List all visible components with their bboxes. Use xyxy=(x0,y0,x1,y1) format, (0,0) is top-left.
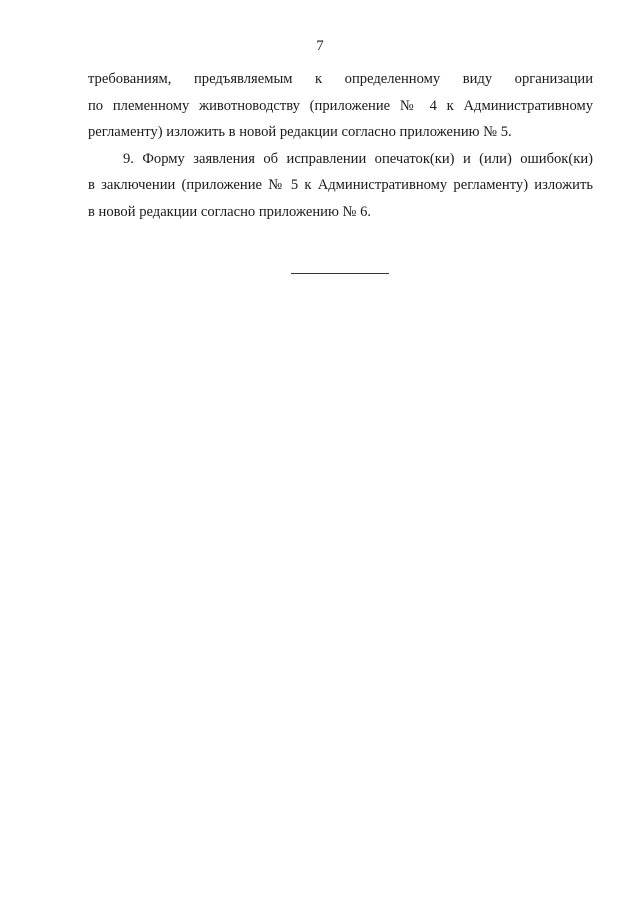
document-body xyxy=(88,66,593,225)
page-number: 7 xyxy=(316,38,324,54)
text-line: по племенному животноводству (приложение № 4 к Административному xyxy=(88,97,593,114)
text-line: в заключении (приложение № 5 к Административному регламенту) изложить xyxy=(88,177,593,193)
text-line: требованиям, предъявляемым к определенному виду организации xyxy=(88,71,593,87)
text-line: регламенту) изложить в новой редакции согласно приложению № 5. xyxy=(88,124,512,140)
paragraph-item-9 xyxy=(88,146,593,226)
paragraph-continuation xyxy=(88,66,593,146)
end-of-text-divider xyxy=(291,273,389,274)
text-line: в новой редакции согласно приложению № 6. xyxy=(88,203,372,220)
text-line: 9. Форму заявления об исправлении опечаток(ки) и (или) ошибок(ки) xyxy=(123,150,593,167)
